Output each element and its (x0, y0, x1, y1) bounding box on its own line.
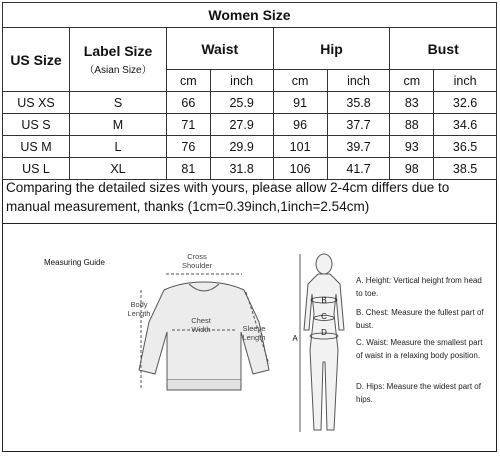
unit-cell: cm (167, 70, 211, 92)
us-size-header: US Size (3, 28, 70, 92)
cross-shoulder-label: Cross Shoulder (181, 252, 213, 270)
waist-header: Waist (167, 28, 274, 70)
bust-inch-cell: 36.5 (434, 136, 497, 158)
marker-a: A (292, 334, 298, 343)
size-table (2, 2, 497, 180)
label-size-cell: M (70, 114, 167, 136)
marker-c: C (321, 312, 327, 321)
hip-inch-cell: 41.7 (327, 158, 390, 180)
waist-inch-cell: 27.9 (210, 114, 273, 136)
unit-cell: inch (327, 70, 390, 92)
marker-b: B (321, 296, 327, 305)
us-size-cell: US L (3, 158, 70, 180)
hip-inch-cell: 39.7 (327, 136, 390, 158)
us-size-cell: US S (3, 114, 70, 136)
measurement-note: Comparing the detailed sizes with yours, please allow 2-4cm differs due to manual measurement, thanks (1cm=0.39inch,1inch=2.54cm) (6, 180, 450, 214)
hip-inch-cell: 35.8 (327, 92, 390, 114)
body-figure (294, 250, 354, 440)
us-size-cell: US XS (3, 92, 70, 114)
bust-inch-cell: 34.6 (434, 114, 497, 136)
table-title: Women Size (3, 3, 497, 28)
waist-inch-cell: 25.9 (210, 92, 273, 114)
bust-inch-cell: 32.6 (434, 92, 497, 114)
waist-cm-cell: 71 (167, 114, 211, 136)
waist-cm-cell: 81 (167, 158, 211, 180)
waist-inch-cell: 29.9 (210, 136, 273, 158)
sleeve-length-label: Sleeve Length (242, 324, 266, 342)
hip-inch-cell: 37.7 (327, 114, 390, 136)
hip-cm-cell: 96 (273, 114, 327, 136)
hip-cm-cell: 101 (273, 136, 327, 158)
bust-cm-cell: 83 (390, 92, 434, 114)
guide-item-chest: B. Chest: Measure the fullest part of bust. (356, 308, 484, 330)
table-row (3, 114, 497, 136)
chest-width-label: Chest Width (191, 316, 211, 334)
us-size-cell: US M (3, 136, 70, 158)
guide-item-hips: D. Hips: Measure the widest part of hips. (356, 382, 481, 404)
waist-inch-cell: 31.8 (210, 158, 273, 180)
bust-cm-cell: 93 (390, 136, 434, 158)
guide-item-waist: C. Waist: Measure the smallest part of waist in a relaxing body position. (356, 338, 483, 360)
table-row (3, 92, 497, 114)
table-row (3, 136, 497, 158)
label-size-cell: S (70, 92, 167, 114)
label-size-cell: L (70, 136, 167, 158)
unit-cell: cm (390, 70, 434, 92)
label-size-header (70, 28, 167, 92)
table-row (3, 158, 497, 180)
waist-cm-cell: 76 (167, 136, 211, 158)
bust-inch-cell: 38.5 (434, 158, 497, 180)
guide-item-height: A. Height: Vertical height from head to toe. (356, 276, 482, 298)
hip-header: Hip (273, 28, 390, 70)
unit-cell: cm (273, 70, 327, 92)
bust-header: Bust (390, 28, 497, 70)
hip-cm-cell: 91 (273, 92, 327, 114)
unit-cell: inch (434, 70, 497, 92)
label-size-title: Label Size (83, 43, 153, 59)
section-divider (2, 223, 497, 224)
label-size-subtitle: （Asian Size） (84, 65, 152, 76)
body-length-label: Body Length (127, 300, 151, 318)
marker-d: D (321, 328, 327, 337)
measuring-guide (4, 228, 494, 448)
bust-cm-cell: 98 (390, 158, 434, 180)
waist-cm-cell: 66 (167, 92, 211, 114)
label-size-cell: XL (70, 158, 167, 180)
bust-cm-cell: 88 (390, 114, 434, 136)
guide-title: Measuring Guide (44, 258, 105, 267)
hip-cm-cell: 106 (273, 158, 327, 180)
unit-cell: inch (210, 70, 273, 92)
